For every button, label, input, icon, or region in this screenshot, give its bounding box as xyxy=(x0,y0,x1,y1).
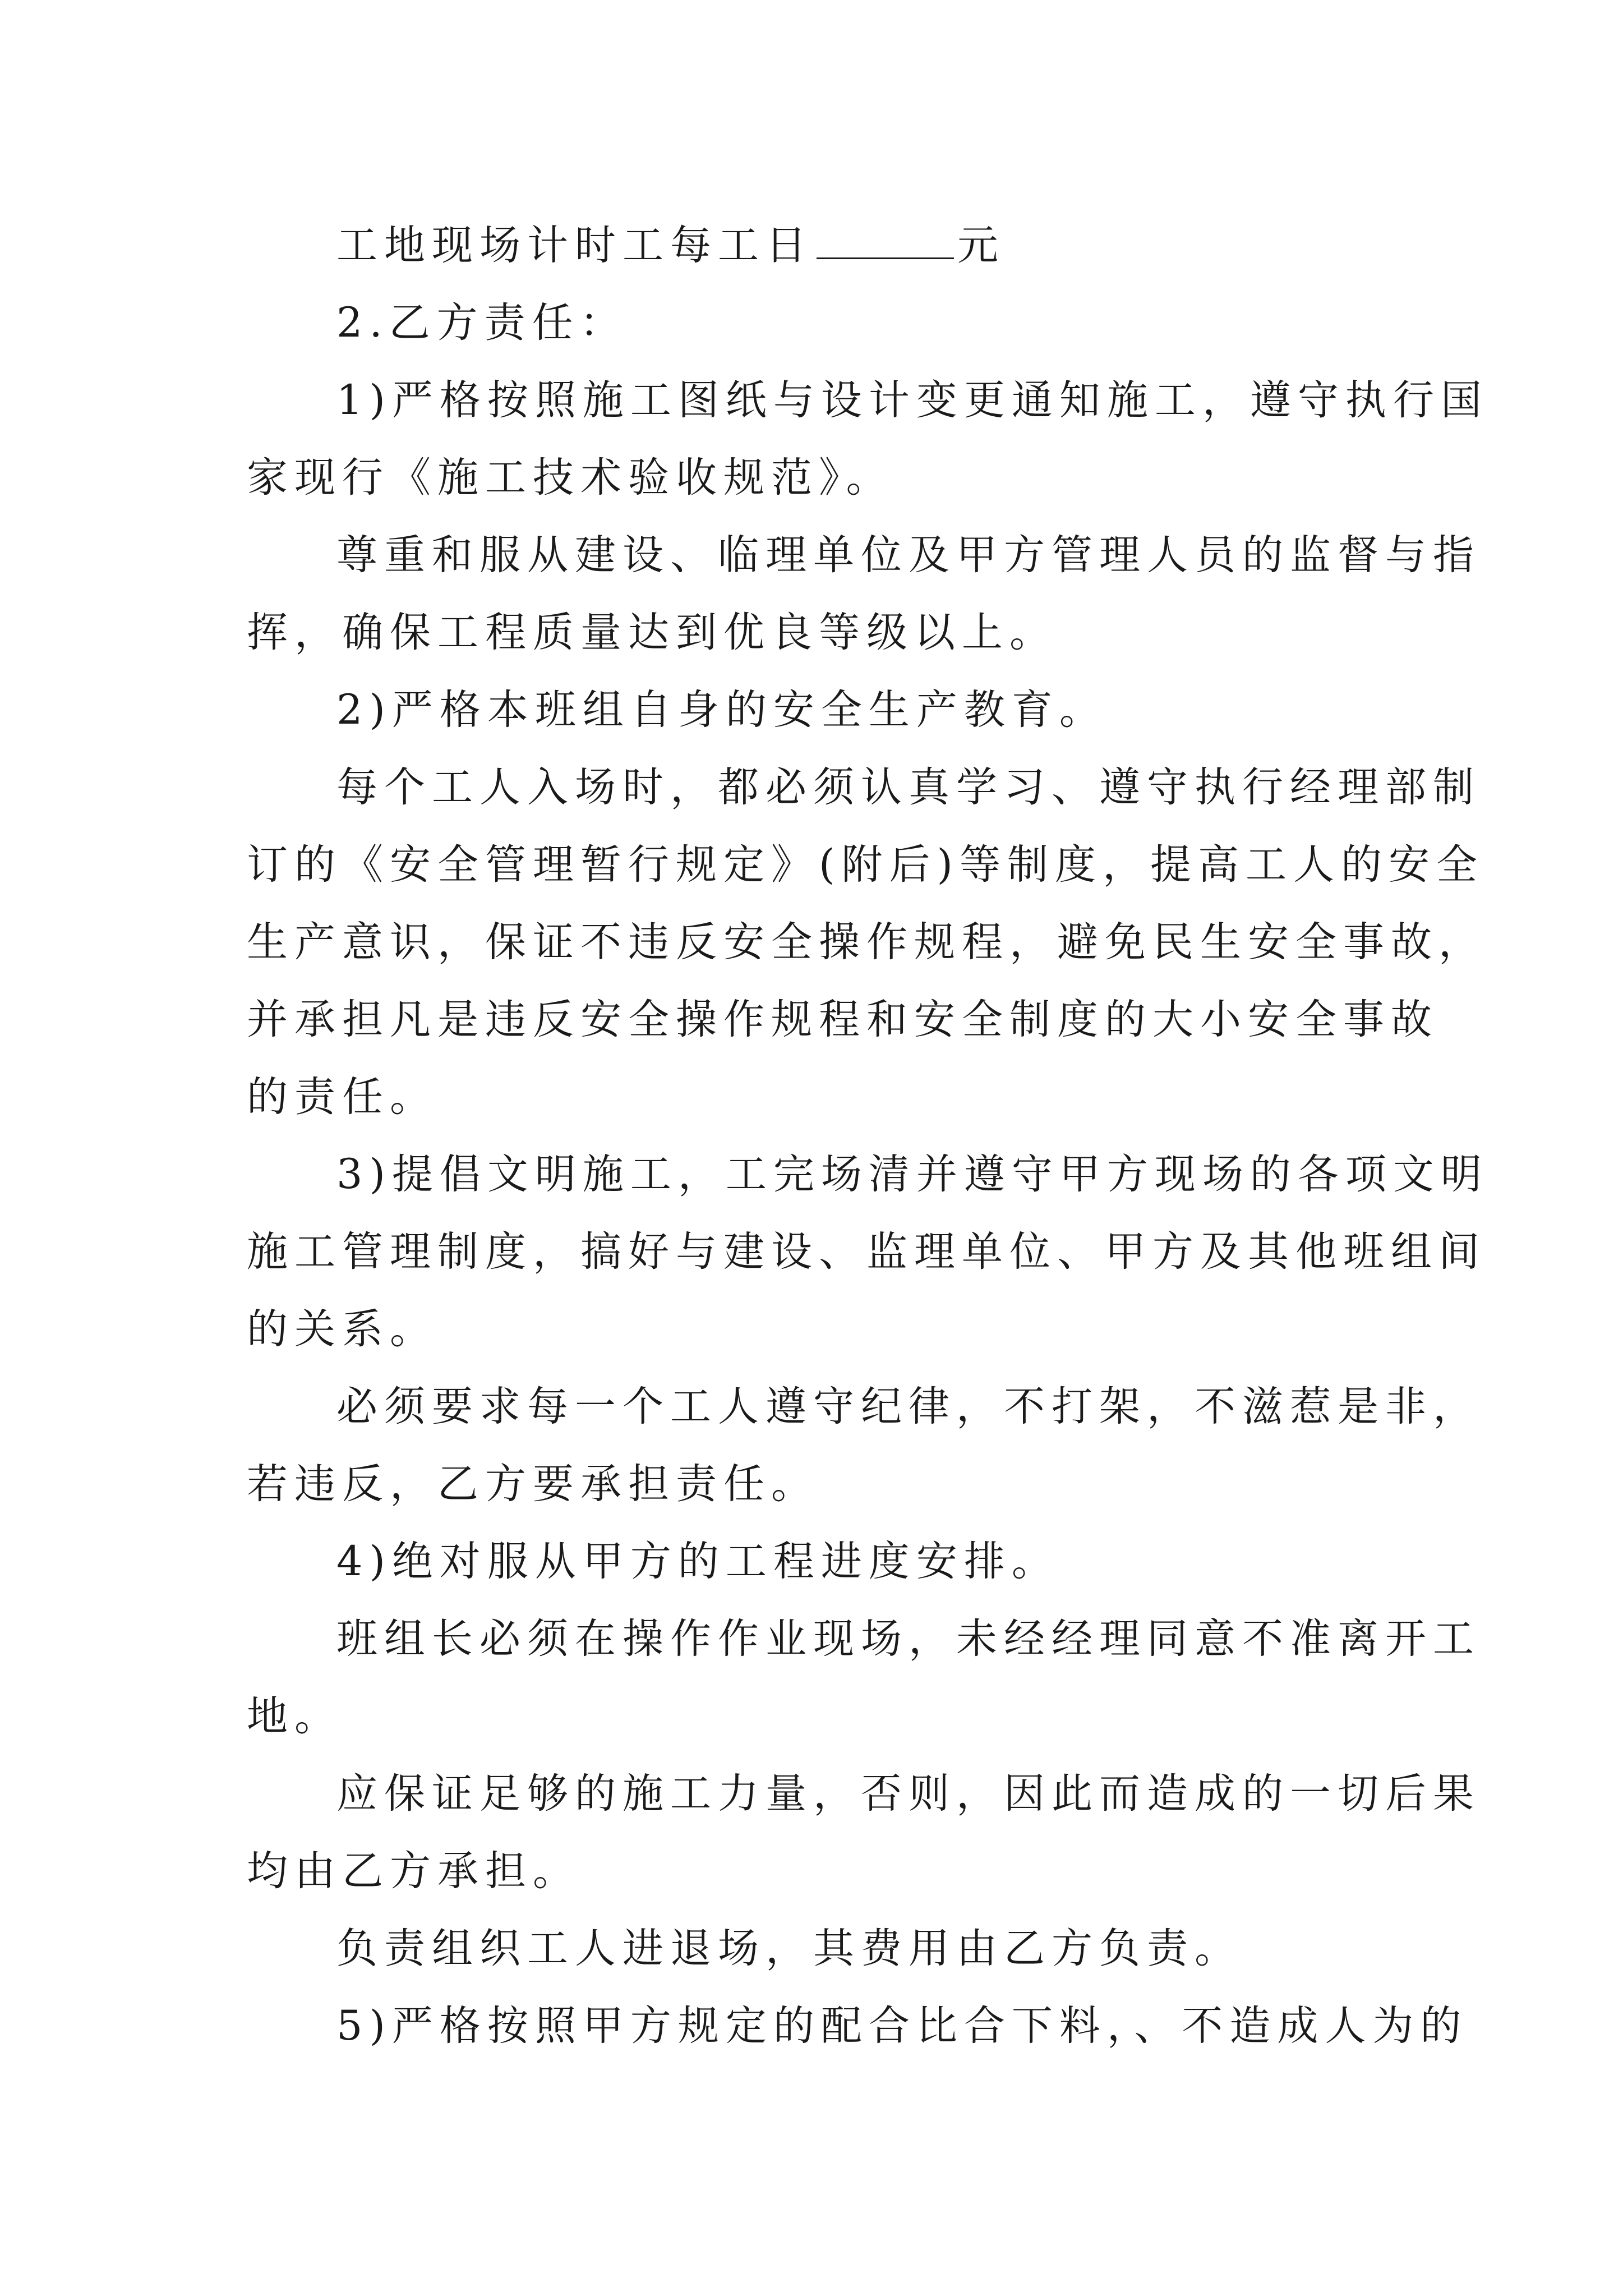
paragraph-line xyxy=(336,372,1488,429)
paragraph-line xyxy=(336,1379,1481,1435)
line-text: 应保证足够的施工力量，否则，因此而造成的一切后果 xyxy=(336,1770,1481,1818)
line-text: 生产意识，保证不违反安全操作规程，避免民生安全事故， xyxy=(247,918,1486,966)
line-text: 的关系。 xyxy=(247,1305,437,1353)
line-text: 2)严格本班组自身的安全生产教育。 xyxy=(336,686,1107,734)
line-text: 3)提倡文明施工，工完场清并遵守甲方现场的各项文明 xyxy=(336,1151,1488,1198)
line-text: 1)严格按照施工图纸与设计变更通知施工，遵守执行国 xyxy=(336,376,1488,424)
paragraph-line xyxy=(247,605,1057,661)
paragraph-line xyxy=(247,992,1438,1048)
line-text: 订的《安全管理暂行规定》(附后)等制度，提高工人的安全 xyxy=(247,841,1484,889)
line-text: 均由乙方承担。 xyxy=(247,1847,580,1895)
line-text: 若违反，乙方要承担责任。 xyxy=(247,1460,819,1508)
line-text: 尊重和服从建设、临理单位及甲方管理人员的监督与指 xyxy=(336,531,1481,579)
paragraph-line xyxy=(247,450,894,506)
paragraph-line xyxy=(247,1456,819,1512)
line-text: 负责组织工人进退场，其费用由乙方负责。 xyxy=(336,1925,1242,1972)
paragraph-line xyxy=(247,1069,437,1125)
line-text: 工地现场计时工每工日 xyxy=(336,222,813,269)
section-heading xyxy=(336,295,628,351)
paragraph-line xyxy=(247,1224,1486,1280)
line-text: 5)严格按照甲方规定的配合比合下料，、不造成人为的 xyxy=(336,2002,1468,2050)
line-text: 挥，确保工程质量达到优良等级以上。 xyxy=(247,609,1057,656)
paragraph-line xyxy=(247,1688,342,1745)
line-text: 元 xyxy=(957,222,1005,269)
paragraph-line xyxy=(336,760,1481,816)
line-text: 施工管理制度，搞好与建设、监理单位、甲方及其他班组间 xyxy=(247,1228,1486,1276)
line-text: 4)绝对服从甲方的工程进度安排。 xyxy=(336,1538,1059,1585)
paragraph-line xyxy=(336,1611,1481,1667)
paragraph-line xyxy=(247,837,1484,893)
line-text: 并承担凡是违反安全操作规程和安全制度的大小安全事故 xyxy=(247,996,1438,1043)
paragraph-line xyxy=(336,218,1005,274)
paragraph-line xyxy=(336,1766,1481,1822)
paragraph-line xyxy=(247,914,1486,970)
line-text: 班组长必须在操作作业现场，未经经理同意不准离开工 xyxy=(336,1615,1481,1663)
paragraph-line xyxy=(247,1301,437,1358)
line-text: 的责任。 xyxy=(247,1073,437,1121)
paragraph-line xyxy=(336,527,1481,583)
line-text: 每个工人入场时，都必须认真学习、遵守执行经理部制 xyxy=(336,763,1481,811)
paragraph-line xyxy=(336,1534,1059,1590)
paragraph-line xyxy=(336,1921,1242,1977)
line-text: 2.乙方责任： xyxy=(336,299,628,347)
fill-in-blank xyxy=(817,225,954,259)
paragraph-line xyxy=(336,1147,1488,1203)
paragraph-line xyxy=(336,1998,1468,2054)
line-text: 必须要求每一个工人遵守纪律，不打架，不滋惹是非， xyxy=(336,1383,1481,1430)
paragraph-line xyxy=(336,682,1107,738)
line-text: 家现行《施工技术验收规范》。 xyxy=(247,454,894,501)
paragraph-line xyxy=(247,1843,580,1899)
line-text: 地。 xyxy=(247,1692,342,1740)
